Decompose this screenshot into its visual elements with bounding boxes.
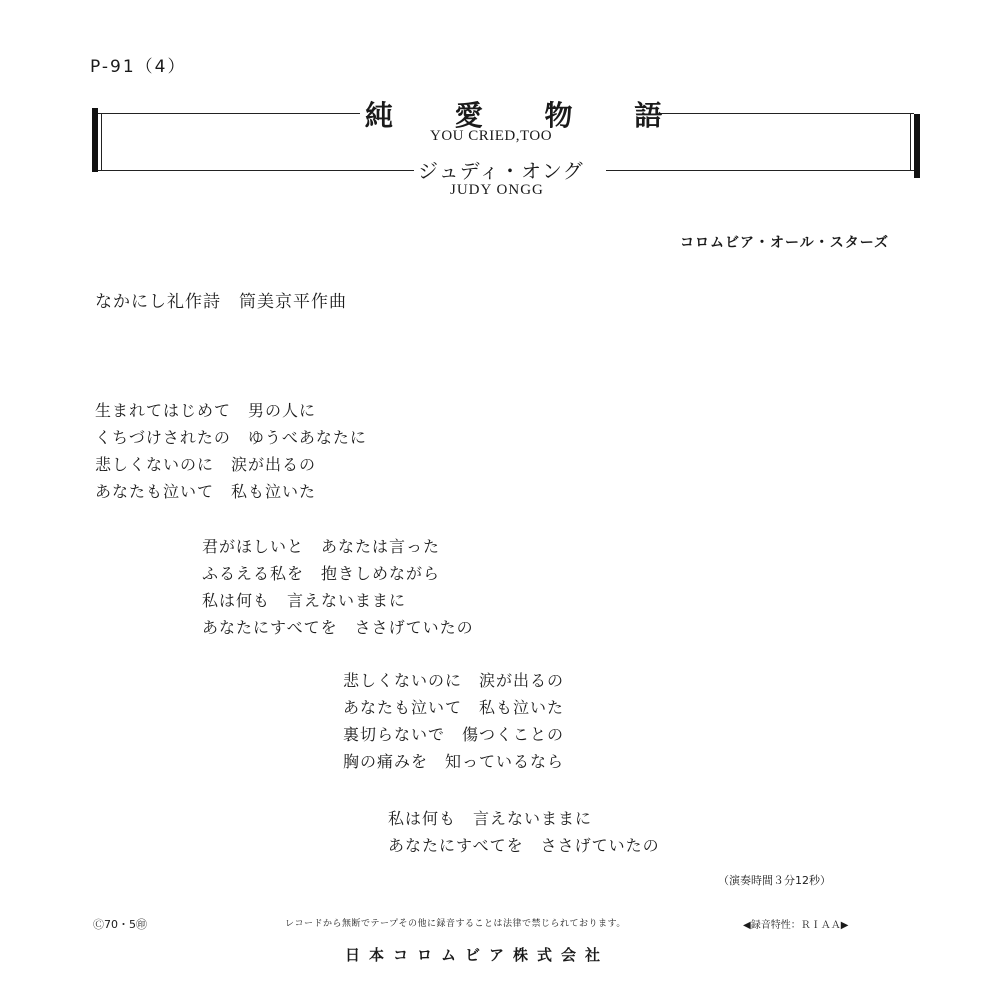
lyric-line: くちづけされたの ゆうべあなたに: [95, 428, 367, 447]
backing-band: コロムビア・オール・スターズ: [680, 235, 890, 251]
recording-characteristic: ◀録音特性：ＲＩＡＡ▶: [743, 920, 849, 931]
lyric-line: あなたも泣いて 私も泣いた: [95, 482, 317, 501]
left-bracket-bar: [92, 108, 98, 172]
lyric-line: 悲しくないのに 涙が出るの: [95, 455, 317, 474]
lyrics-stanza-3: [343, 667, 564, 775]
divider-line: [910, 113, 911, 171]
song-title-english: YOU CRIED,TOO: [430, 128, 553, 144]
record-company: 日本コロムビア株式会社: [345, 946, 610, 964]
right-bracket-bar: [914, 114, 920, 178]
divider-line: [98, 113, 360, 114]
artist-name-japanese: ジュディ・オング: [418, 159, 584, 183]
lyrics-stanza-1: [95, 397, 367, 505]
divider-line: [606, 170, 914, 171]
lyric-line: あなたも泣いて 私も泣いた: [343, 698, 565, 717]
lyric-line: 君がほしいと あなたは言った: [202, 537, 441, 556]
song-title-japanese: 純 愛 物 語: [365, 99, 689, 132]
copyright-mark: Ⓒ70・5㊞: [93, 918, 147, 931]
lyric-line: 胸の痛みを 知っているなら: [343, 752, 565, 771]
lyric-line: 私は何も 言えないままに: [202, 591, 407, 610]
lyric-line: 私は何も 言えないままに: [388, 809, 593, 828]
lyric-line: 悲しくないのに 涙が出るの: [343, 671, 565, 690]
copy-prohibition-notice: レコードから無断でテープその他に録音することは法律で禁じられております。: [285, 919, 626, 929]
catalog-number: P-91（4）: [90, 57, 187, 77]
artist-name-english: JUDY ONGG: [450, 182, 544, 198]
divider-line: [98, 170, 414, 171]
divider-line: [660, 113, 914, 114]
divider-line: [101, 113, 102, 171]
lyric-line: あなたにすべてを ささげていたの: [388, 836, 660, 855]
songwriter-credits: なかにし礼作詩 筒美京平作曲: [95, 292, 347, 312]
lyric-line: あなたにすべてを ささげていたの: [202, 618, 474, 637]
lyrics-stanza-2: [202, 533, 474, 641]
lyrics-stanza-4: [388, 805, 660, 859]
lyric-line: 裏切らないで 傷つくことの: [343, 725, 565, 744]
lyric-line: 生まれてはじめて 男の人に: [95, 401, 317, 420]
playing-time: （演奏時間３分12秒）: [718, 874, 831, 887]
lyric-line: ふるえる私を 抱きしめながら: [202, 564, 441, 583]
